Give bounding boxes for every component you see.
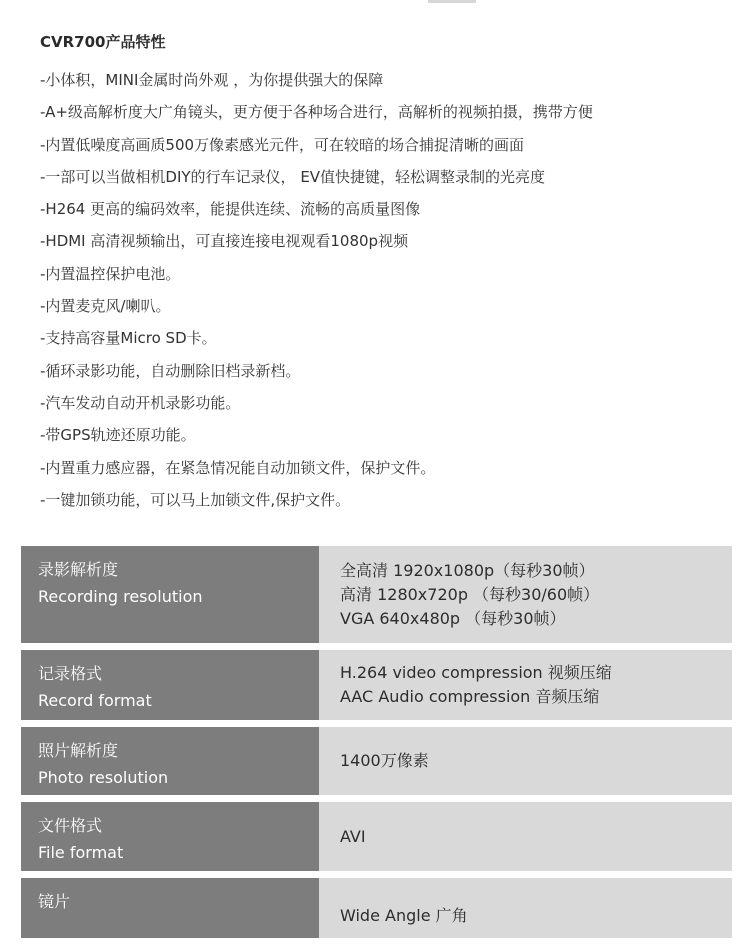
spec-label-en: Record format xyxy=(38,691,152,710)
feature-item: -内置重力感应器，在紧急情况能自动加锁文件，保护文件。 xyxy=(40,458,436,477)
spec-label xyxy=(21,802,319,871)
spec-row-recording-resolution xyxy=(21,546,732,643)
feature-item: -内置麦克风/喇叭。 xyxy=(40,297,171,316)
feature-item: -循环录影功能，自动删除旧档录新档。 xyxy=(40,361,301,380)
spec-label xyxy=(21,727,319,795)
spec-value-line: AVI xyxy=(340,826,366,846)
spec-value-line: 1400万像素 xyxy=(340,751,429,770)
spec-label-en: Photo resolution xyxy=(38,768,169,787)
spec-value-line: H.264 video compression 视频压缩 xyxy=(340,663,612,682)
spec-value xyxy=(319,546,732,643)
product-features xyxy=(40,32,730,516)
feature-item: -带GPS轨迹还原功能。 xyxy=(40,426,196,445)
spec-value xyxy=(319,878,732,938)
spec-label xyxy=(21,878,319,938)
spec-row-lens xyxy=(21,878,732,938)
feature-item: -HDMI 高清视频输出，可直接连接电视观看1080p视频 xyxy=(40,232,409,251)
spec-table xyxy=(21,546,732,945)
spec-row-photo-resolution xyxy=(21,727,732,795)
spec-value xyxy=(319,650,732,720)
spec-value xyxy=(319,802,732,871)
spec-value-line: 全高清 1920x1080p（每秒30帧） xyxy=(340,560,595,580)
spec-label xyxy=(21,546,319,643)
features-list xyxy=(40,64,730,516)
spec-value-line: AAC Audio compression 音频压缩 xyxy=(340,687,600,706)
top-edge-artifact xyxy=(428,0,476,3)
spec-value xyxy=(319,727,732,795)
feature-item: -汽车发动自动开机录影功能。 xyxy=(40,393,241,412)
spec-label-en: File format xyxy=(38,843,124,862)
feature-item: -H264 更高的编码效率，能提供连续、流畅的高质量图像 xyxy=(40,200,421,219)
spec-label-cn: 文件格式 xyxy=(38,816,103,835)
feature-item: -A+级高解析度大广角镜头，更方便于各种场合进行，高解析的视频拍摄，携带方便 xyxy=(40,103,593,122)
spec-label-cn: 记录格式 xyxy=(38,664,103,683)
feature-item: -支持高容量Micro SD卡。 xyxy=(40,329,217,348)
feature-item: -一键加锁功能，可以马上加锁文件,保护文件。 xyxy=(40,490,351,509)
spec-row-file-format xyxy=(21,802,732,871)
spec-value-line: Wide Angle 广角 xyxy=(340,906,468,925)
spec-label-cn: 照片解析度 xyxy=(38,741,119,760)
spec-value-line: 高清 1280x720p （每秒30/60帧） xyxy=(340,584,600,604)
feature-item: -内置温控保护电池。 xyxy=(40,264,181,283)
spec-label-cn: 镜片 xyxy=(38,892,71,911)
feature-item: -小体积，MINI金属时尚外观 ，为你提供强大的保障 xyxy=(40,71,384,89)
features-title: CVR700产品特性 xyxy=(40,33,166,51)
spec-label-en: Recording resolution xyxy=(38,587,203,606)
spec-label-cn: 录影解析度 xyxy=(38,560,119,579)
feature-item: -一部可以当做相机DIY的行车记录仪， EV值快捷键，轻松调整录制的光亮度 xyxy=(40,167,546,186)
spec-label xyxy=(21,650,319,720)
spec-value-line: VGA 640x480p （每秒30帧） xyxy=(340,608,566,628)
feature-item: -内置低噪度高画质500万像素感光元件，可在较暗的场合捕捉清晰的画面 xyxy=(40,135,525,154)
spec-row-record-format xyxy=(21,650,732,720)
